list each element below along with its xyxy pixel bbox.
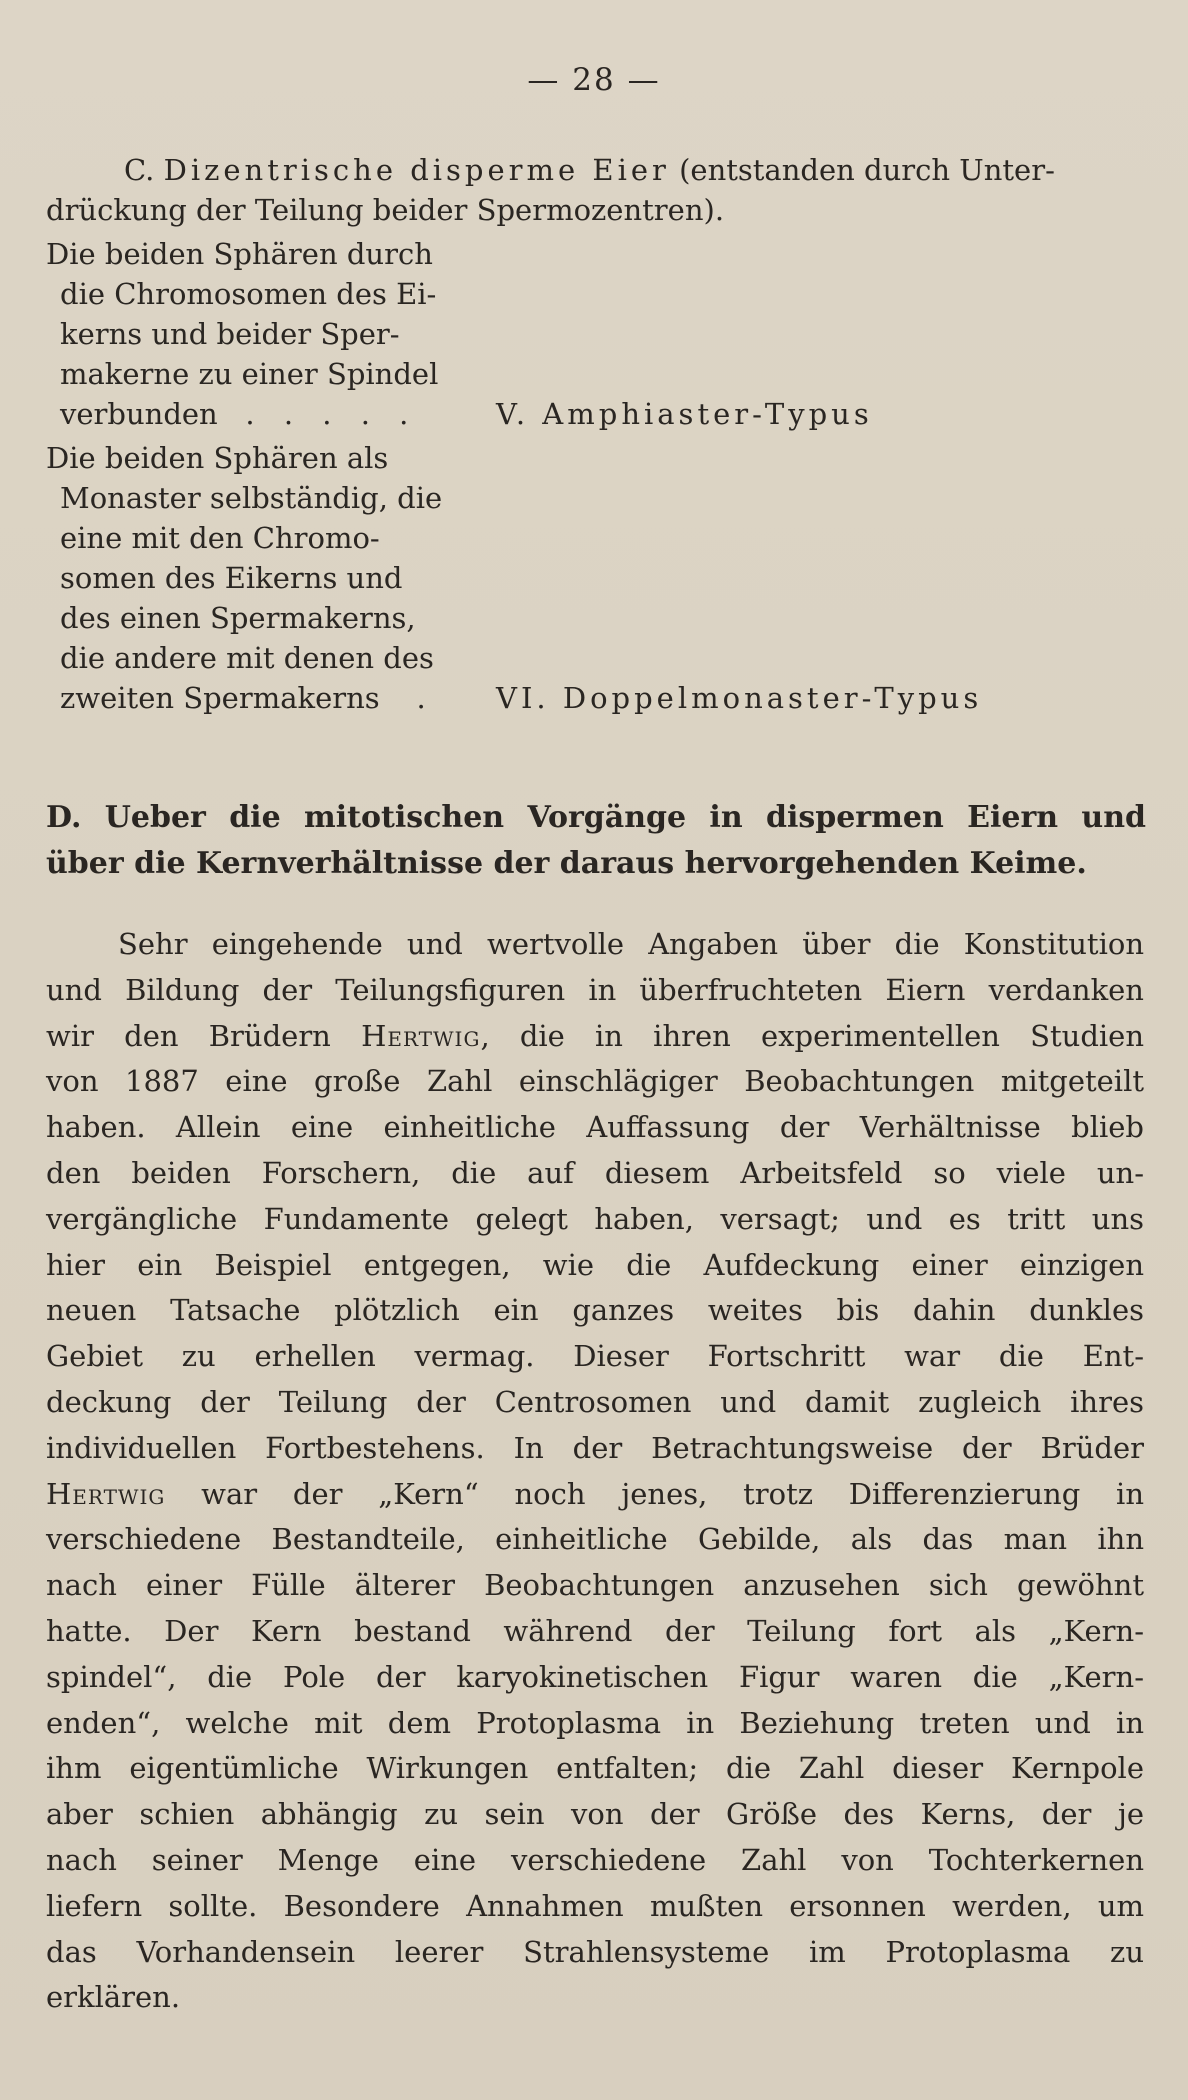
body-line xyxy=(46,1151,1144,1197)
body-text-run: hatte. Der Kern bestand während der Teilung fort als „Kern- xyxy=(46,1613,1144,1648)
body-text-run: verschiedene Bestandteile, einheitliche Gebilde, als das man ihn xyxy=(46,1522,1144,1557)
body-text-run: individuellen Fortbestehens. In der Betrachtungsweise der Brüder xyxy=(46,1430,1144,1465)
body-text-run: nach einer Fülle älterer Beobachtungen anzusehen sich gewöhnt xyxy=(46,1568,1144,1603)
case-v-line: makerne zu einer Spindel xyxy=(60,357,439,391)
body-text-run: neuen Tatsache plötzlich ein ganzes weites bis dahin dunkles xyxy=(46,1293,1144,1328)
body-line xyxy=(46,1472,1144,1518)
body-text-run: hier ein Beispiel entgegen, wie die Aufdeckung einer einzigen xyxy=(46,1247,1144,1282)
body-text-run: deckung der Teilung der Centrosomen und damit zugleich ihres xyxy=(46,1384,1144,1419)
case-vi-line: eine mit den Chromo- xyxy=(60,521,380,555)
case-vi-label: VI. Doppelmonaster-Typus xyxy=(496,681,983,715)
case-vi-line xyxy=(46,678,466,718)
body-line xyxy=(46,1334,1144,1380)
section-d-heading xyxy=(46,795,1146,887)
body-text-run: haben. Allein eine einheitliche Auffassung der Verhältnisse blieb xyxy=(46,1110,1144,1145)
case-v-label: V. Amphiaster-Typus xyxy=(496,397,873,431)
case-vi-line: die andere mit denen des xyxy=(60,641,434,675)
body-text-run: liefern sollte. Besondere Annahmen mußten ersonnen werden, um xyxy=(46,1888,1144,1923)
body-line xyxy=(46,1426,1144,1472)
case-vi xyxy=(46,438,1146,718)
body-line xyxy=(46,1655,1144,1701)
section-c-intro xyxy=(46,150,1148,230)
body-line xyxy=(46,1059,1144,1105)
section-d-body xyxy=(46,922,1144,2021)
case-v-line: Die beiden Sphären durch xyxy=(46,237,433,271)
section-c-intro-line2: drückung der Teilung beider Spermozentren). xyxy=(46,193,725,227)
body-text-run: spindel“, die Pole der karyokinetischen Figur waren die „Kern- xyxy=(46,1659,1144,1694)
case-vi-line: des einen Spermakerns, xyxy=(60,601,416,635)
section-c-title: Dizentrische disperme Eier xyxy=(163,153,670,187)
case-vi-line: Monaster selbständig, die xyxy=(60,481,443,515)
body-text-run: , die in ihren experimentellen Studien xyxy=(480,1018,1145,1053)
body-text-run: nach seiner Menge eine verschiedene Zahl von Tochterkernen xyxy=(46,1842,1144,1877)
case-vi-line: somen des Eikerns und xyxy=(60,561,403,595)
body-line xyxy=(46,1975,1144,2021)
author-name: Hertwig xyxy=(46,1476,166,1511)
body-line xyxy=(46,1746,1144,1792)
body-line xyxy=(46,1105,1144,1151)
page-number: — 28 — xyxy=(527,62,661,98)
case-vi-last-word: zweiten Spermakerns xyxy=(60,681,380,715)
case-v-line: kerns und beider Sper- xyxy=(60,317,400,351)
body-line xyxy=(46,1380,1144,1426)
body-line xyxy=(46,1014,1144,1060)
case-vi-description xyxy=(46,438,466,718)
section-d-heading-line1: D. Ueber die mitotischen Vorgänge in dispermen Eiern und xyxy=(46,800,1146,835)
body-text-run: aber schien abhängig zu sein von der Größe des Kerns, der je xyxy=(46,1797,1144,1832)
body-text-run: Sehr eingehende und wertvolle Angaben über die Konstitution xyxy=(118,927,1144,961)
case-v-line xyxy=(46,394,466,434)
body-line xyxy=(46,1197,1144,1243)
body-text-run: wir den Brüdern xyxy=(46,1018,362,1053)
body-text-run: und Bildung der Teilungsfiguren in überfruchteten Eiern verdanken xyxy=(46,972,1144,1007)
body-text-run: erklären. xyxy=(46,1980,181,2015)
body-line xyxy=(46,1930,1144,1976)
body-line xyxy=(46,1792,1144,1838)
case-v xyxy=(46,234,1146,434)
body-line xyxy=(46,1838,1144,1884)
section-c-intro-rest: (entstanden durch Unter- xyxy=(679,153,1055,187)
section-c-label: C. xyxy=(124,153,155,187)
case-vi-line: Die beiden Sphären als xyxy=(46,441,389,475)
case-v-line: die Chromosomen des Ei- xyxy=(60,277,437,311)
body-text-run: von 1887 eine große Zahl einschlägiger Beobachtungen mitgeteilt xyxy=(46,1064,1144,1099)
section-c xyxy=(46,150,1146,718)
body-text-run: enden“, welche mit dem Protoplasma in Beziehung treten und in xyxy=(46,1705,1144,1740)
body-text-run: vergängliche Fundamente gelegt haben, versagt; und es tritt uns xyxy=(46,1201,1144,1236)
body-line xyxy=(46,1243,1144,1289)
body-text-run: ihm eigentümliche Wirkungen entfalten; die Zahl dieser Kernpole xyxy=(46,1751,1144,1786)
case-v-description xyxy=(46,234,466,434)
case-v-dots: . . . . . xyxy=(245,397,419,431)
section-d-heading-line2: über die Kernverhältnisse der daraus hervorgehenden Keime. xyxy=(46,846,1087,881)
body-line xyxy=(46,1884,1144,1930)
body-line xyxy=(46,1701,1144,1747)
body-line xyxy=(46,1517,1144,1563)
body-line xyxy=(46,922,1144,968)
case-v-last-word: verbunden xyxy=(60,397,218,431)
body-text-run: Gebiet zu erhellen vermag. Dieser Fortschritt war die Ent- xyxy=(46,1339,1144,1374)
author-name: Hertwig xyxy=(361,1018,481,1053)
body-line xyxy=(46,1563,1144,1609)
body-text-run: war der „Kern“ noch jenes, trotz Differenzierung in xyxy=(165,1476,1144,1511)
body-line xyxy=(46,1288,1144,1334)
case-vi-dots: . xyxy=(416,681,436,715)
body-line xyxy=(46,968,1144,1014)
body-line xyxy=(46,1609,1144,1655)
body-text-run: den beiden Forschern, die auf diesem Arbeitsfeld so viele un- xyxy=(46,1155,1144,1190)
body-text-run: das Vorhandensein leerer Strahlensysteme im Protoplasma zu xyxy=(46,1934,1144,1969)
